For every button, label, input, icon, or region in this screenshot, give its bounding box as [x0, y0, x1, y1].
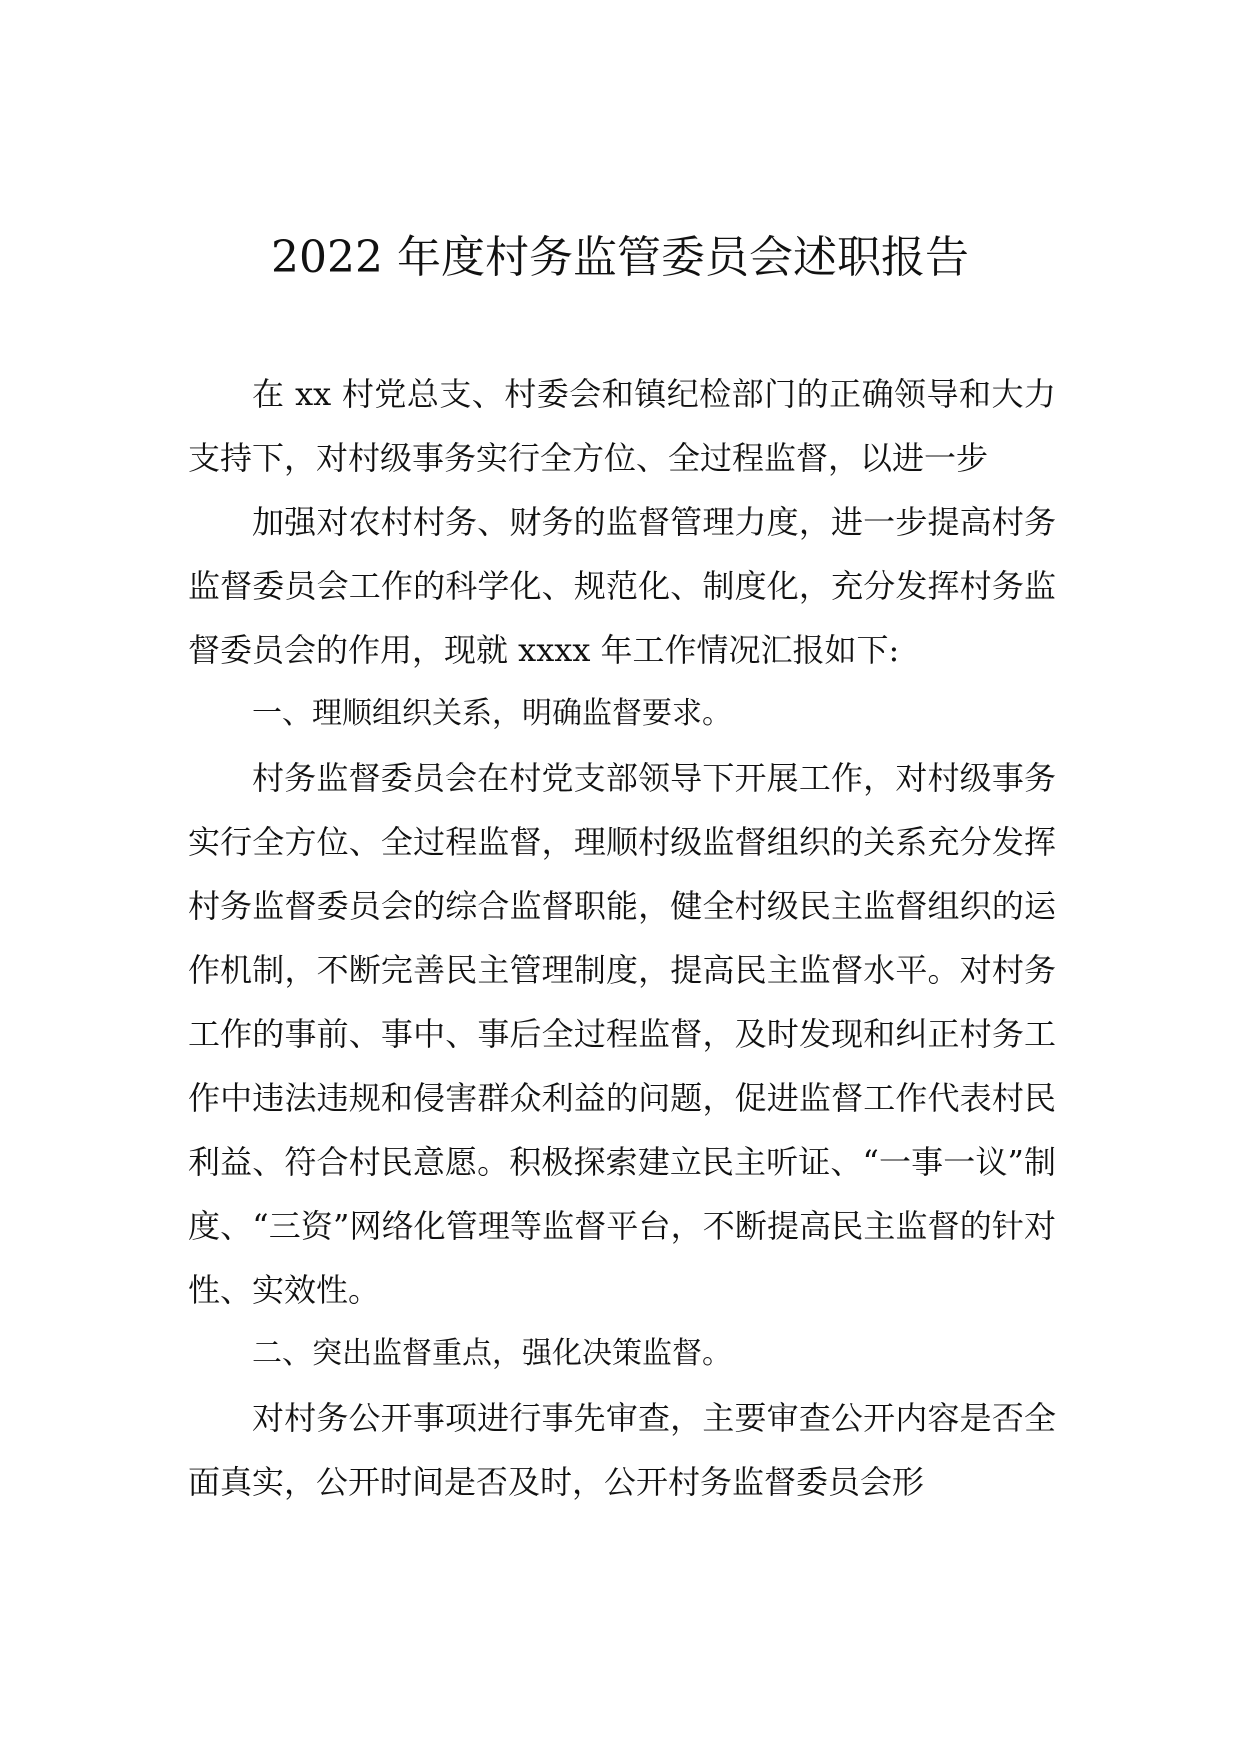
paragraph-intro: 在 xx 村党总支、村委会和镇纪检部门的正确领导和大力支持下，对村级事务实行全方位、全过程监督，以进一步: [188, 375, 1056, 477]
document-title: 2022 年度村务监管委员会述职报告: [271, 232, 969, 283]
paragraph-section-2: 对村务公开事项进行事先审查，主要审查公开内容是否全面真实，公开时间是否及时，公开村务监督委员会形: [188, 1399, 1056, 1501]
paragraph-section-1: 村务监督委员会在村党支部领导下开展工作，对村级事务实行全方位、全过程监督，理顺村级监督组织的关系充分发挥村务监督委员会的综合监督职能，健全村级民主监督组织的运作机制，不断完善民主管理制度，提高民主监督水平。对村务工作的事前、事中、事后全过程监督，及时发现和纠正村务工作中违法违规和侵害群众利益的问题，促进监督工作代表村民利益、符合村民意愿。积极探索建立民主听证、“一事一议”制度、“三资”网络化管理等监督平台，不断提高民主监督的针对性、实效性。: [188, 759, 1056, 1309]
section-heading-1: 一、理顺组织关系，明确监督要求。: [252, 696, 732, 731]
section-heading-2: 二、突出监督重点，强化决策监督。: [252, 1336, 732, 1371]
paragraph-intro-continued: 加强对农村村务、财务的监督管理力度，进一步提高村务监督委员会工作的科学化、规范化、制度化，充分发挥村务监督委员会的作用，现就 xxxx 年工作情况汇报如下:: [188, 503, 1056, 669]
document-body: [188, 362, 1056, 1514]
